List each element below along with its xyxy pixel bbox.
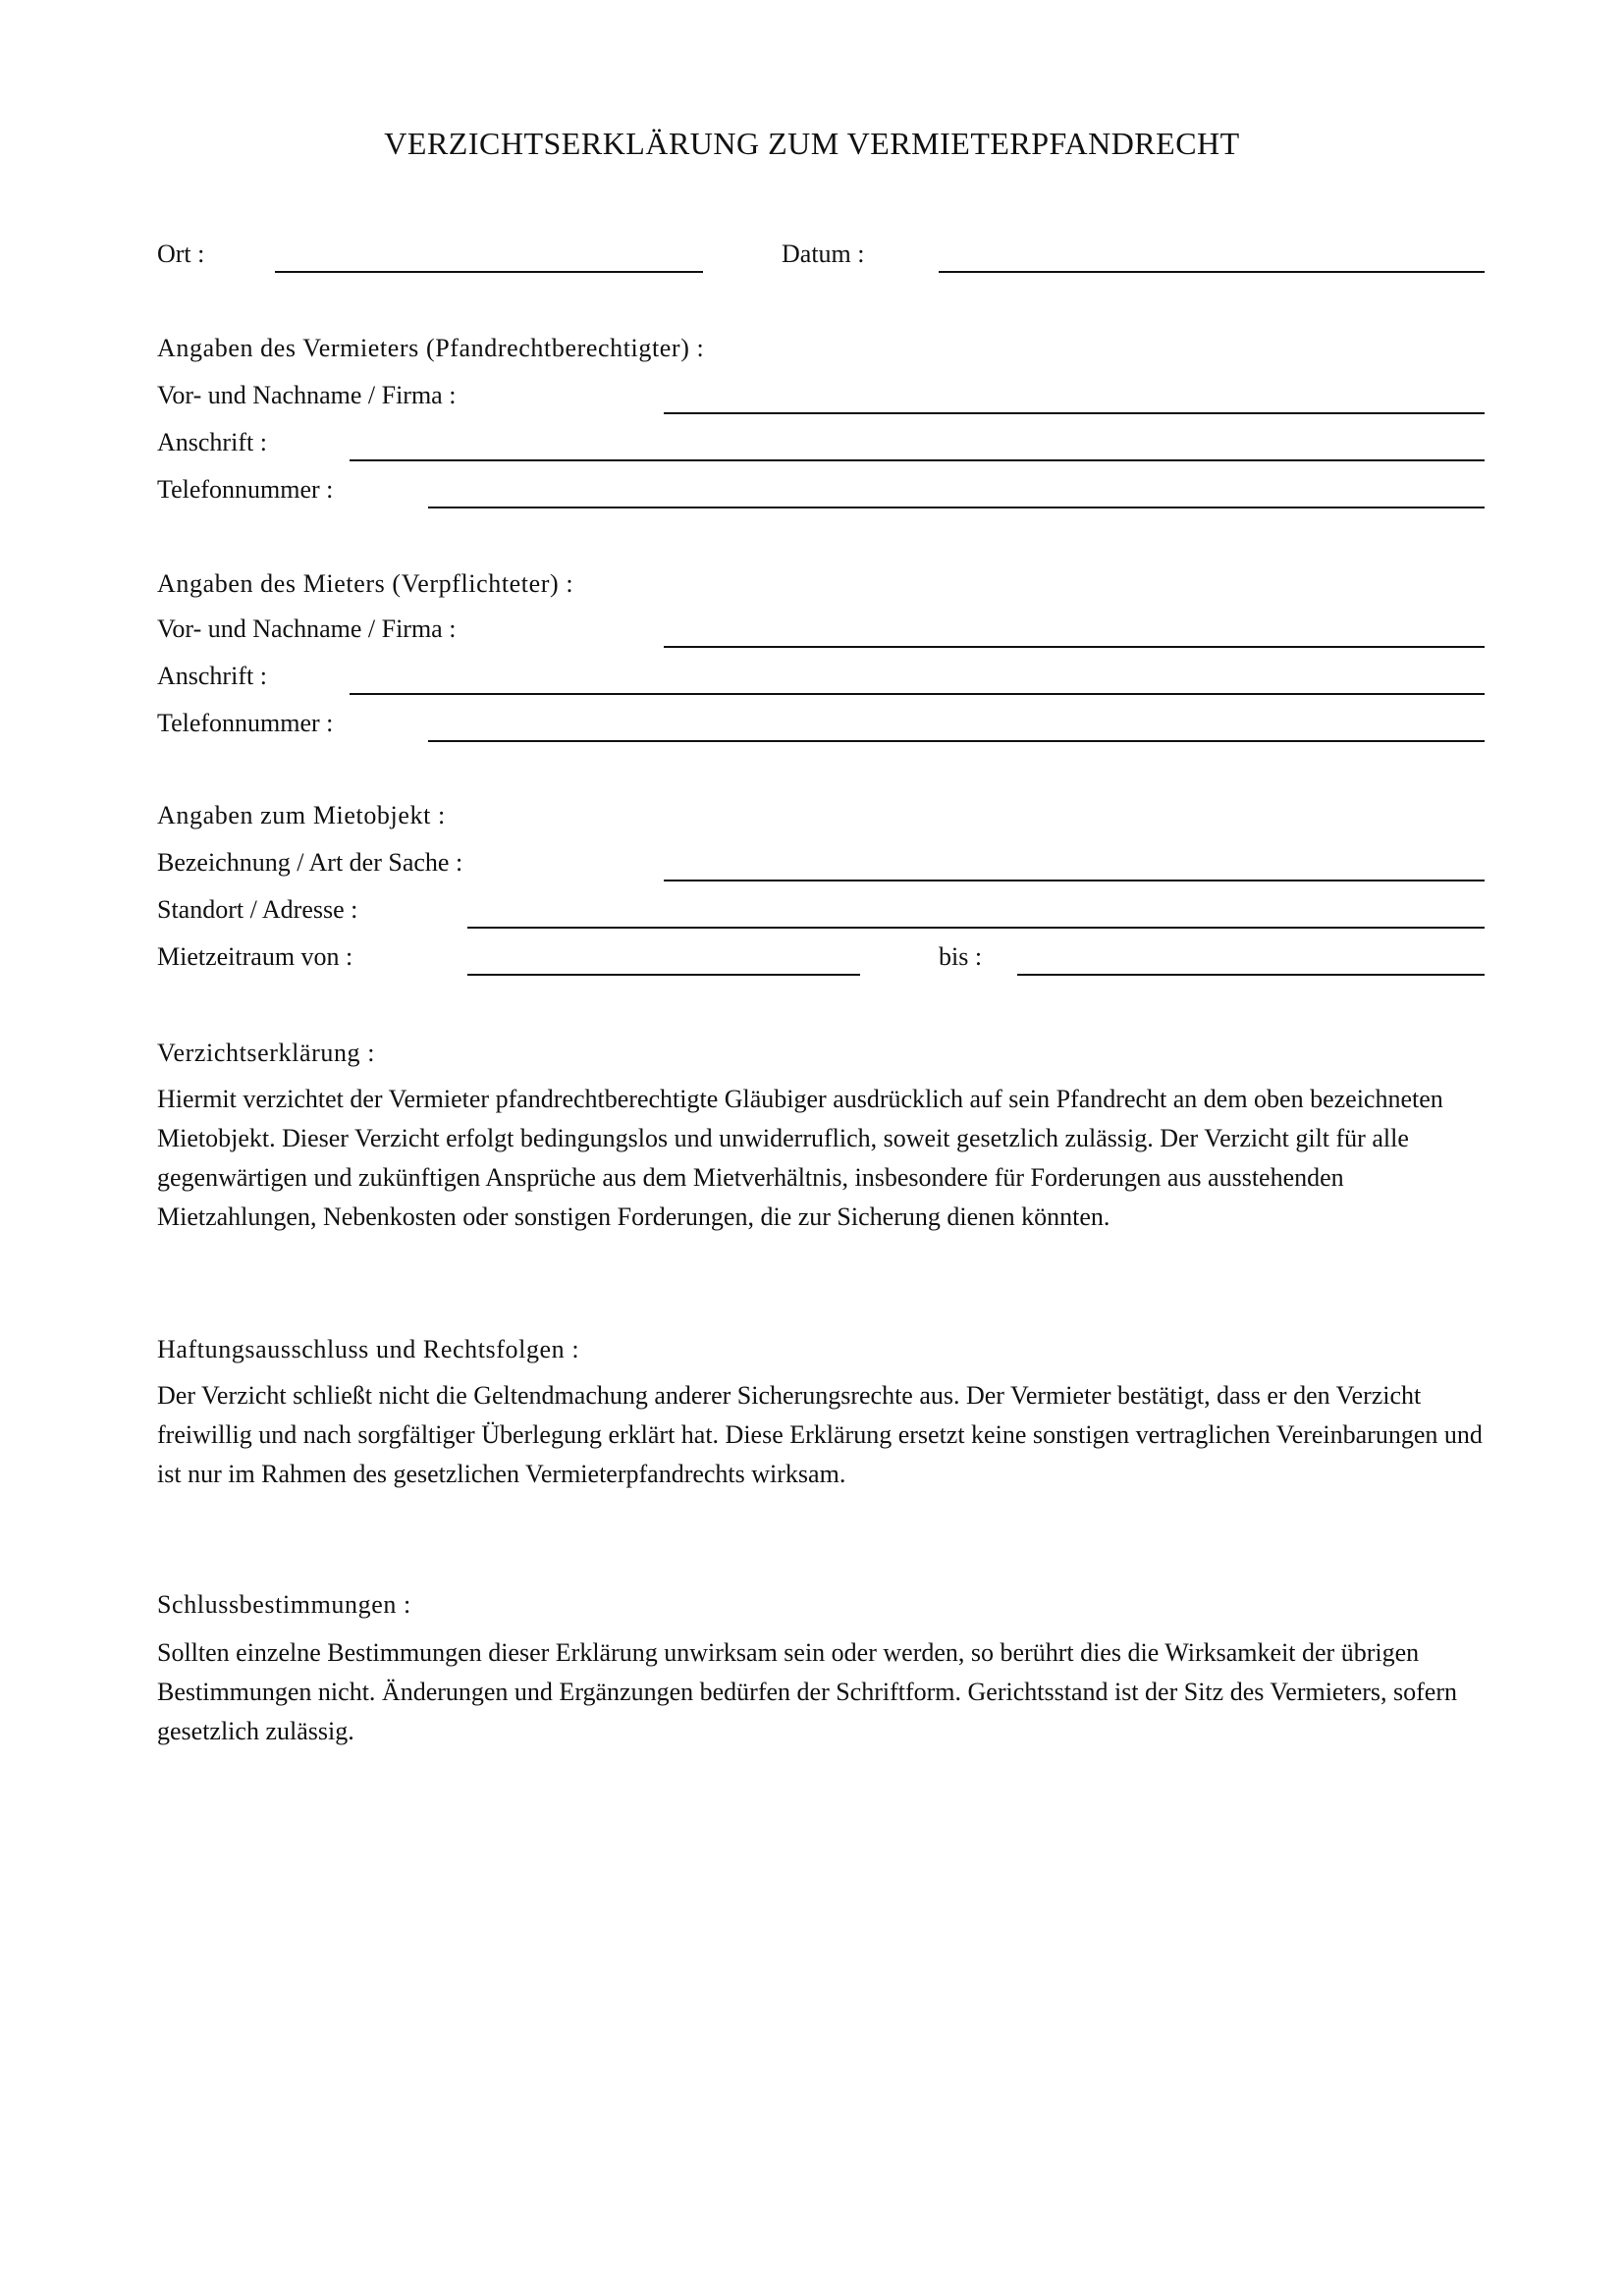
vermieter-phone-field[interactable]: [428, 507, 1485, 508]
mieter-phone-field[interactable]: [428, 740, 1485, 742]
period-from-field[interactable]: [467, 974, 860, 976]
haftung-text: Der Verzicht schließt nicht die Geltendmachung anderer Sicherungsrechte aus. Der Vermieter bestätigt, dass er den Verzicht freiwillig und nach sorgfältiger Überlegung erklärt hat. Diese Erklärung ersetzt keine sonstigen vertraglichen Vereinbarungen und ist nur im Rahmen des gesetzlichen Vermieterpfandrechts wirksam.: [157, 1381, 1483, 1488]
vermieter-name-label: Vor- und Nachname / Firma :: [157, 381, 457, 409]
vermieter-phone-label: Telefonnummer :: [157, 475, 334, 504]
vermieter-heading: Angaben des Vermieters (Pfandrechtberechtigter) :: [157, 334, 705, 362]
schluss-text: Sollten einzelne Bestimmungen dieser Erklärung unwirksam sein oder werden, so berührt dies die Wirksamkeit der übrigen Bestimmungen nicht. Änderungen und Ergänzungen bedürfen der Schriftform. Gerichtsstand ist der Sitz des Vermieters, sofern gesetzlich zulässig.: [157, 1638, 1457, 1745]
mieter-address-field[interactable]: [350, 693, 1485, 695]
mieter-name-label: Vor- und Nachname / Firma :: [157, 614, 457, 643]
location-label: Standort / Adresse :: [157, 895, 358, 924]
verzicht-heading: Verzichtserklärung :: [157, 1039, 376, 1067]
period-from-label: Mietzeitraum von :: [157, 942, 353, 971]
datum-label: Datum :: [782, 240, 865, 268]
mieter-heading: Angaben des Mieters (Verpflichteter) :: [157, 569, 574, 598]
vermieter-address-label: Anschrift :: [157, 428, 267, 456]
ort-field[interactable]: [275, 271, 703, 273]
designation-field[interactable]: [664, 880, 1485, 881]
ort-label: Ort :: [157, 240, 205, 268]
period-to-field[interactable]: [1017, 974, 1485, 976]
designation-label: Bezeichnung / Art der Sache :: [157, 848, 463, 877]
vermieter-address-field[interactable]: [350, 459, 1485, 461]
mieter-address-label: Anschrift :: [157, 662, 267, 690]
mieter-phone-label: Telefonnummer :: [157, 709, 334, 737]
mieter-name-field[interactable]: [664, 646, 1485, 648]
schluss-heading: Schlussbestimmungen :: [157, 1590, 411, 1619]
verzicht-text: Hiermit verzichtet der Vermieter pfandrechtberechtigte Gläubiger ausdrücklich auf sein Pfandrecht an dem oben bezeichneten Mietobjekt. Dieser Verzicht erfolgt bedingungslos und unwiderruflich, soweit gesetzlich zulässig. Der Verzicht gilt für alle gegenwärtigen und zukünftigen Ansprüche aus dem Mietverhältnis, insbesondere für Forderungen aus ausstehenden Mietzahlungen, Nebenkosten oder sonstigen Forderungen, die zur Sicherung dienen könnten.: [157, 1085, 1443, 1231]
vermieter-name-field[interactable]: [664, 412, 1485, 414]
document-title: VERZICHTSERKLÄRUNG ZUM VERMIETERPFANDRECHT: [384, 126, 1240, 161]
location-field[interactable]: [467, 927, 1485, 929]
haftung-heading: Haftungsausschluss und Rechtsfolgen :: [157, 1335, 580, 1363]
mietobjekt-heading: Angaben zum Mietobjekt :: [157, 801, 446, 829]
period-to-label: bis :: [939, 942, 983, 971]
datum-field[interactable]: [939, 271, 1485, 273]
